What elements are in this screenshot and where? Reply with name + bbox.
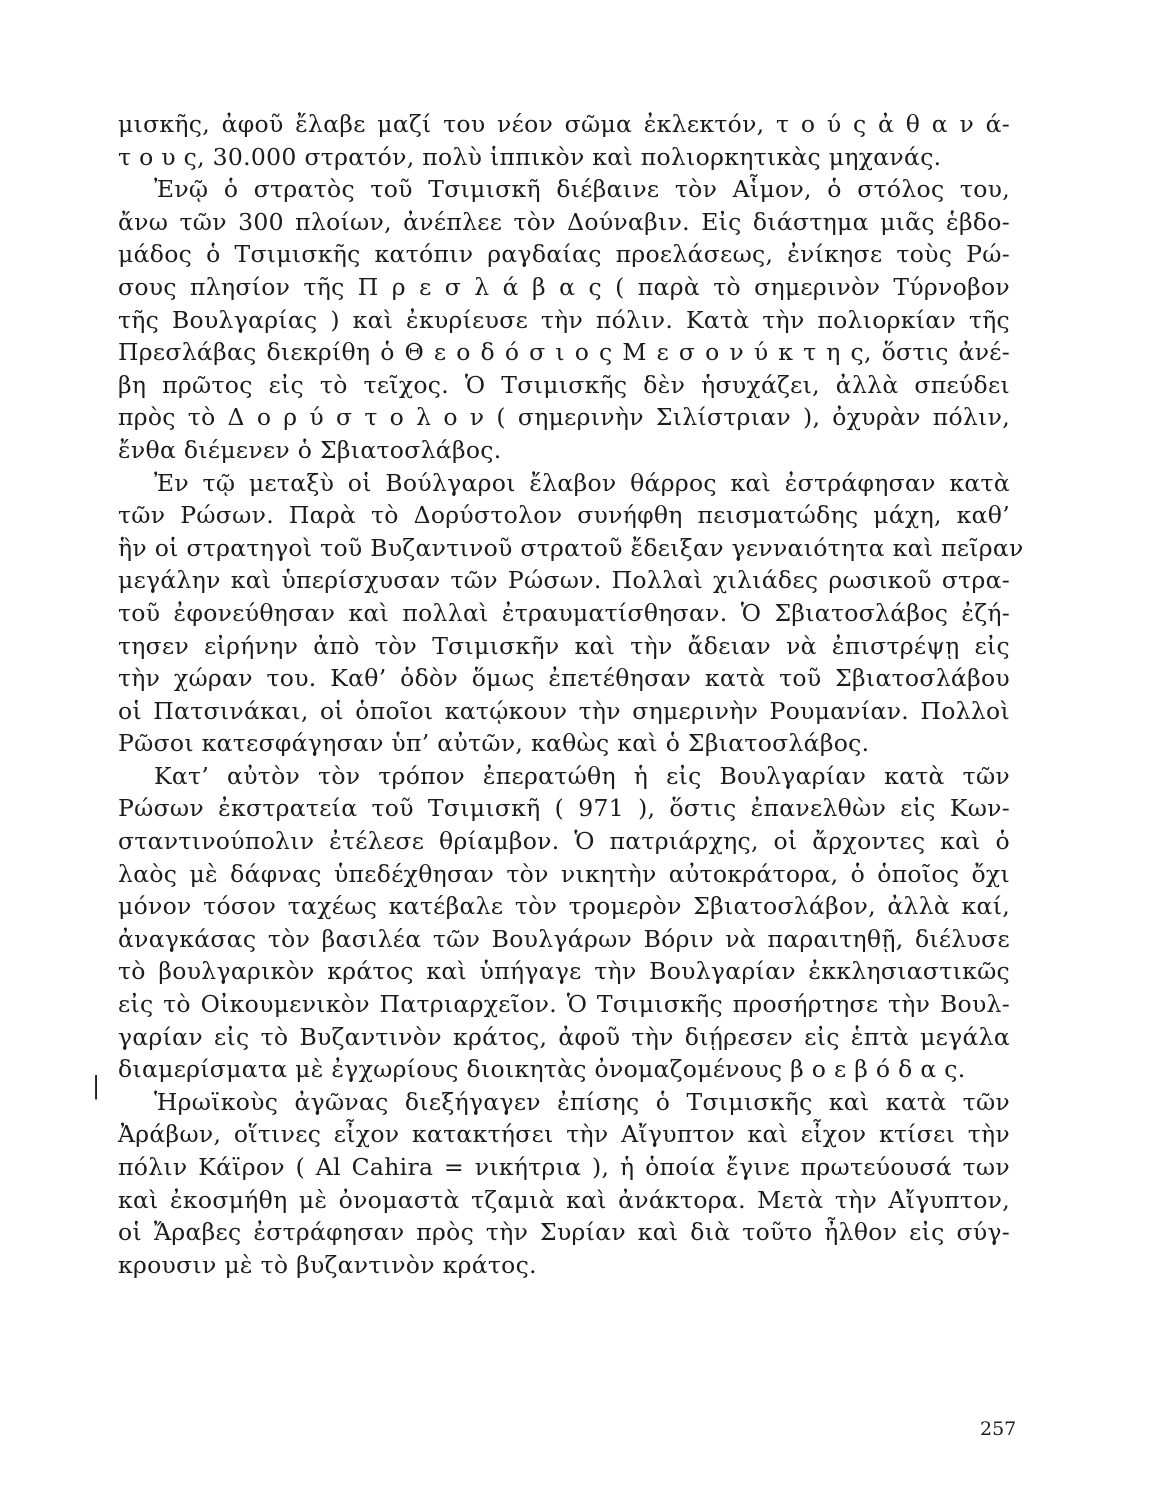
text-line: καὶ ἐκοσμήθη μὲ ὀνομαστὰ τζαμιὰ καὶ ἀνάκτορα. Μετὰ τὴν Αἴγυπτον, [118, 1185, 1010, 1214]
text-line: τοῦ ἐφονεύθησαν καὶ πολλαὶ ἐτραυματίσθησαν. Ὁ Σβιατοσλάβος ἐζή- [118, 598, 1010, 627]
text-line: κρουσιν μὲ τὸ βυζαντινὸν κράτος. [118, 1250, 537, 1279]
text-line: ἄνω τῶν 300 πλοίων, ἀνέπλεε τὸν Δούναβιν. Εἰς διάστημα μιᾶς ἑβδο- [118, 207, 1010, 236]
text-line: τῶν Ρώσων. Παρὰ τὸ Δορύστολον συνήφθη πεισματώδης μάχη, καθ’ [118, 501, 1010, 530]
text-line: μισκῆς, ἀφοῦ ἔλαβε μαζί του νέον σῶμα ἐκλεκτόν, τ ο ύ ς ἀ θ α ν ά- [118, 110, 1010, 138]
text-line: τ ο υ ς, 30.000 στρατόν, πολὺ ἱππικὸν καὶ πολιορκητικὰς μηχανάς. [118, 142, 942, 171]
text-line: Κατ’ αὐτὸν τὸν τρόπον ἐπερατώθη ἡ εἰς Βουλγαρίαν κατὰ τῶν [154, 761, 1010, 790]
text-line: τὴν χώραν του. Καθ’ ὁδὸν ὅμως ἐπετέθησαν κατὰ τοῦ Σβιατοσλάβου [118, 664, 1010, 693]
text-line: Ἀράβων, οἵτινες εἶχον κατακτήσει τὴν Αἴγυπτον καὶ εἶχον κτίσει τὴν [118, 1120, 1010, 1149]
text-line: μεγάλην καὶ ὑπερίσχυσαν τῶν Ρώσων. Πολλαὶ χιλιάδες ρωσικοῦ στρα- [118, 566, 1010, 595]
text-line: διαμερίσματα μὲ ἐγχωρίους διοικητὰς ὀνομαζομένους β ο ε β ό δ α ς. [118, 1055, 966, 1084]
text-line: Ρώσων ἐκστρατεία τοῦ Τσιμισκῆ ( 971 ), ὅστις ἐπανελθὼν εἰς Κων- [118, 794, 1010, 823]
text-line: γαρίαν εἰς τὸ Βυζαντινὸν κράτος, ἀφοῦ τὴν διῄρεσεν εἰς ἑπτὰ μεγάλα [118, 1022, 1010, 1051]
text-line: ἣν οἱ στρατηγοὶ τοῦ Βυζαντινοῦ στρατοῦ ἔδειξαν γενναιότητα καὶ πεῖραν [118, 533, 1024, 562]
text-line: οἱ Ἄραβες ἐστράφησαν πρὸς τὴν Συρίαν καὶ διὰ τοῦτο ἦλθον εἰς σύγ- [118, 1218, 1010, 1247]
text-line: Ἡρωϊκοὺς ἀγῶνας διεξήγαγεν ἐπίσης ὁ Τσιμισκῆς καὶ κατὰ τῶν [154, 1087, 1010, 1116]
text-line: ἔνθα διέμενεν ὁ Σβιατοσλάβος. [118, 435, 502, 464]
text-line: σταντινούπολιν ἐτέλεσε θρίαμβον. Ὁ πατριάρχης, οἱ ἄρχοντες καὶ ὁ [118, 827, 1010, 856]
text-line: τὸ βουλγαρικὸν κράτος καὶ ὑπήγαγε τὴν Βουλγαρίαν ἐκκλησιαστικῶς [118, 957, 1010, 986]
text-line: ἀναγκάσας τὸν βασιλέα τῶν Βουλγάρων Βόριν νὰ παραιτηθῇ, διέλυσε [118, 924, 1010, 953]
text-line: τησεν εἰρήνην ἀπὸ τὸν Τσιμισκῆν καὶ τὴν ἄδειαν νὰ ἐπιστρέψῃ εἰς [118, 631, 1010, 660]
text-line: πόλιν Κάϊρον ( Al Cahira = νικήτρια ), ἡ ὁποία ἔγινε πρωτεύουσά των [118, 1153, 1010, 1181]
text-line: οἱ Πατσινάκαι, οἱ ὁποῖοι κατῴκουν τὴν σημερινὴν Ρουμανίαν. Πολλοὶ [118, 696, 1010, 725]
text-line: Ρῶσοι κατεσφάγησαν ὑπ’ αὐτῶν, καθὼς καὶ ὁ Σβιατοσλάβος. [118, 729, 870, 758]
text-line: πρὸς τὸ Δ ο ρ ύ σ τ ο λ ο ν ( σημερινὴν Σιλίστριαν ), ὀχυρὰν πόλιν, [118, 403, 1010, 432]
text-line: λαὸς μὲ δάφνας ὑπεδέχθησαν τὸν νικητὴν αὐτοκράτορα, ὁ ὁποῖος ὄχι [118, 859, 1010, 888]
page-number: 257 [980, 1418, 1017, 1440]
text-line: σους πλησίον τῆς Π ρ ε σ λ ά β α ς ( παρὰ τὸ σημερινὸν Τύρνοβον [118, 272, 1010, 301]
text-line: Ἐνῷ ὁ στρατὸς τοῦ Τσιμισκῆ διέβαινε τὸν Αἷμον, ὁ στόλος του, [154, 175, 1010, 204]
body-text [118, 108, 1024, 1281]
text-line: εἰς τὸ Οἰκουμενικὸν Πατριαρχεῖον. Ὁ Τσιμισκῆς προσήρτησε τὴν Βουλ- [118, 990, 1010, 1019]
text-line: μάδος ὁ Τσιμισκῆς κατόπιν ραγδαίας προελάσεως, ἐνίκησε τοὺς Ρώ- [118, 240, 1010, 269]
text-line: Πρεσλάβας διεκρίθη ὁ Θ ε ο δ ό σ ι ο ς Μ ε σ ο ν ύ κ τ η ς, ὅστις ἀνέ- [118, 338, 1010, 367]
text-line: βη πρῶτος εἰς τὸ τεῖχος. Ὁ Τσιμισκῆς δὲν ἡσυχάζει, ἀλλὰ σπεύδει [118, 370, 1010, 399]
text-line: τῆς Βουλγαρίας ) καὶ ἐκυρίευσε τὴν πόλιν. Κατὰ τὴν πολιορκίαν τῆς [118, 305, 1010, 334]
text-line: Ἐν τῷ μεταξὺ οἱ Βούλγαροι ἔλαβον θάρρος καὶ ἐστράφησαν κατὰ [154, 468, 1010, 497]
text-line: μόνον τόσον ταχέως κατέβαλε τὸν τρομερὸν Σβιατοσλάβον, ἀλλὰ καί, [118, 892, 1010, 921]
margin-mark: | [92, 1072, 101, 1100]
